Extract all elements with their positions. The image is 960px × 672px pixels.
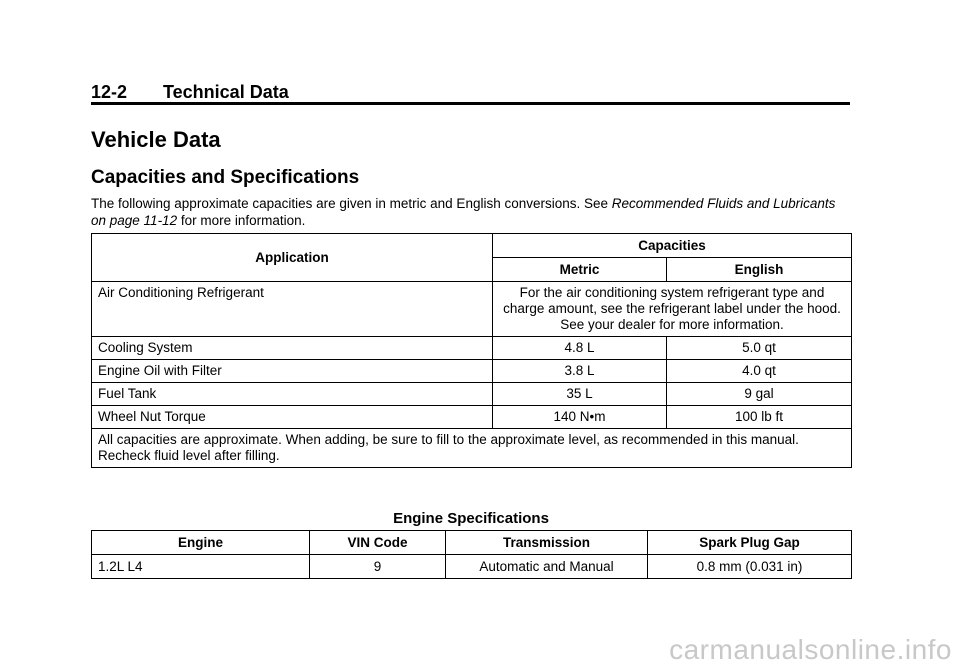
page-header (91, 82, 289, 103)
chapter-title: Technical Data (163, 82, 289, 102)
application-header: Application (92, 234, 493, 282)
engine-specs-table (91, 530, 852, 579)
cross-reference-link[interactable]: Recommended Fluids and Lubricants on page 11-12 (91, 196, 836, 228)
transmission-cell: Automatic and Manual (446, 555, 648, 579)
intro-paragraph (91, 195, 851, 229)
table-row (92, 406, 852, 429)
capacities-footnote: All capacities are approximate. When adding, be sure to fill to the approximate level, as recommended in this manual. Recheck fluid level after filling. (92, 429, 852, 468)
engine-specs-title: Engine Specifications (393, 510, 549, 527)
table-row (92, 555, 852, 579)
application-cell: Engine Oil with Filter (92, 360, 493, 383)
application-cell: Fuel Tank (92, 383, 493, 406)
section-title: Vehicle Data (91, 127, 221, 152)
footnote-row (92, 429, 852, 468)
english-cell: 9 gal (667, 383, 852, 406)
intro-text-after: for more information. (177, 213, 306, 228)
table-row (92, 383, 852, 406)
table-row (92, 360, 852, 383)
application-cell: Air Conditioning Refrigerant (92, 282, 493, 337)
watermark: carmanualsonline.info (669, 634, 952, 665)
english-cell: 4.0 qt (667, 360, 852, 383)
metric-cell: 35 L (493, 383, 667, 406)
application-cell: Cooling System (92, 337, 493, 360)
english-cell: 5.0 qt (667, 337, 852, 360)
ac-note-cell: For the air conditioning system refrigerant type and charge amount, see the refrigerant label under the hood. See your dealer for more information. (493, 282, 852, 337)
metric-header: Metric (493, 258, 667, 282)
vin-code-header: VIN Code (310, 531, 446, 555)
capacities-table (91, 233, 852, 468)
english-header: English (667, 258, 852, 282)
engine-header-row (92, 531, 852, 555)
vin-code-cell: 9 (310, 555, 446, 579)
spark-plug-gap-header: Spark Plug Gap (648, 531, 852, 555)
application-cell: Wheel Nut Torque (92, 406, 493, 429)
english-cell: 100 lb ft (667, 406, 852, 429)
metric-cell: 4.8 L (493, 337, 667, 360)
header-rule (91, 102, 850, 105)
capacities-header: Capacities (493, 234, 852, 258)
page-number: 12-2 (91, 82, 128, 102)
metric-cell: 3.8 L (493, 360, 667, 383)
table-row (92, 282, 852, 337)
subsection-title: Capacities and Specifications (91, 167, 360, 188)
engine-cell: 1.2L L4 (92, 555, 310, 579)
transmission-header: Transmission (446, 531, 648, 555)
capacities-header-row (92, 234, 852, 258)
spark-plug-gap-cell: 0.8 mm (0.031 in) (648, 555, 852, 579)
table-row (92, 337, 852, 360)
engine-header: Engine (92, 531, 310, 555)
intro-text-before: The following approximate capacities are given in metric and English conversions. See (91, 196, 612, 211)
metric-cell: 140 N•m (493, 406, 667, 429)
